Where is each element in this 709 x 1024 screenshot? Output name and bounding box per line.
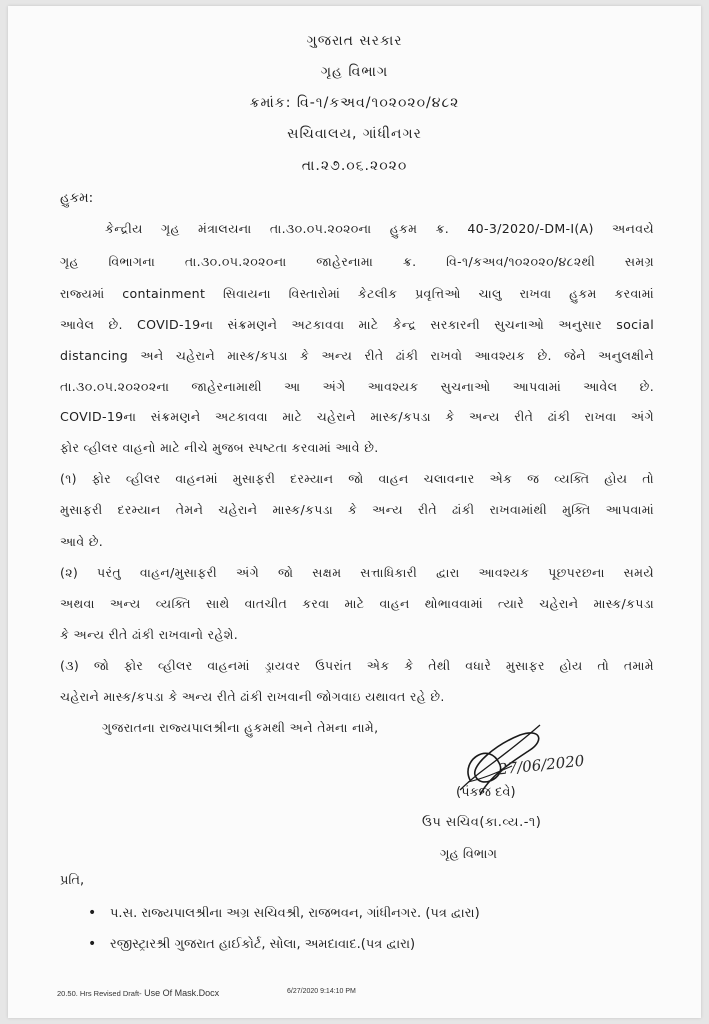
body-line: ફોર વ્હીલર વાહનો માટે નીચે મુજબ સ્પષ્ટતા કરવામાં આવે છે. xyxy=(60,440,379,455)
authority-line: ગુજરાતના રાજ્યપાલશ્રીના હુકમથી અને તેમના નામે, xyxy=(102,720,379,735)
body-line: COVID-19ના સંક્રમણને અટકાવવા માટે ચહેરાને માસ્ક/કપડા કે અન્ય રીતે ઢાંકી રાખવા અંગે xyxy=(60,409,654,424)
clause-1-line: (૧) ફોર વ્હીલર વાહનમાં મુસાફરી દરમ્યાન જો વાહન ચલાવનાર એક જ વ્યક્તિ હોય તો xyxy=(60,471,654,486)
body-line: તા.૩૦.૦૫.૨૦૨૦૨ના જાહેરનામાથી આ અંગે આવશ્યક સુચનાઓ આપવામાં આવેલ છે. xyxy=(60,379,654,394)
copy-to-item-text: પ.સ. રાજ્યપાલશ્રીના અગ્ર સચિવશ્રી, રાજભવન, ગાંધીનગર. (પત્ર દ્વારા) xyxy=(110,906,480,921)
copy-to-item xyxy=(88,936,415,952)
order-label: હુકમ: xyxy=(60,190,94,206)
copy-to-label: પ્રતિ, xyxy=(60,873,85,888)
bullet-icon: • xyxy=(88,905,97,921)
signatory-designation: ઉપ સચિવ(કા.વ્ય.-૧) xyxy=(422,815,542,830)
government-heading: ગુજરાત સરકાર xyxy=(306,33,403,49)
body-line: ગૃહ વિભાગના તા.૩૦.૦૫.૨૦૨૦ના જાહેરનામા ક્ર. વિ-૧/કઅવ/૧૦૨૦૨૦/૪૮૨થી સમગ્ર xyxy=(60,254,654,269)
footer-draft-prefix: 20.50. Hrs Revised Draft- xyxy=(57,989,142,998)
clause-3-line: ચહેરાને માસ્ક/કપડા કે અન્ય રીતે ઢાંકી રાખવાની જોગવાઇ યથાવત રહે છે. xyxy=(60,689,445,704)
clause-2-line: અથવા અન્ય વ્યક્તિ સાથે વાતચીત કરવા માટે વાહન થોભાવવામાં ત્યારે ચહેરાને માસ્ક/કપડા xyxy=(60,596,654,611)
copy-to-item-text: રજીસ્ટ્રારશ્રી ગુજરાત હાઈકોર્ટ, સોલા, અમદાવાદ.(પત્ર દ્વારા) xyxy=(110,937,416,952)
office-location: સચિવાલય, ગાંધીનગર xyxy=(287,126,422,142)
clause-2-line: કે અન્ય રીતે ઢાંકી રાખવાનો રહેશે. xyxy=(60,627,239,642)
footer-timestamp: 6/27/2020 9:14:10 PM xyxy=(287,988,356,995)
clause-1-line: મુસાફરી દરમ્યાન તેમને ચહેરાને માસ્ક/કપડા કે અન્ય રીતે ઢાંકી રાખવામાંથી મુક્તિ આપવામાં xyxy=(60,502,654,517)
bullet-icon: • xyxy=(88,936,97,952)
document-date: તા.૨૭.૦૬.૨૦૨૦ xyxy=(301,158,408,174)
body-line: કેન્દ્રીય ગૃહ મંત્રાલયના તા.૩૦.૦૫.૨૦૨૦ના હુકમ ક્ર. 40-3/2020/-DM-I(A) અનવયે xyxy=(105,221,654,236)
footer-doc-name: Use Of Mask.Docx xyxy=(141,988,220,998)
body-line: આવેલ છે. COVID-19ના સંક્રમણને અટકાવવા માટે કેન્દ્ર સરકારની સુચનાઓ અનુસાર social xyxy=(60,317,654,332)
department-heading: ગૃહ વિભાગ xyxy=(320,64,389,80)
footer-draft-info xyxy=(57,988,219,998)
body-line: રાજ્યમાં containment સિવાયના વિસ્તારોમાં કેટલીક પ્રવૃત્તિઓ ચાલુ રાખવા હુકમ કરવામાં xyxy=(60,286,654,301)
reference-number: ક્રમાંક: વિ-૧/કઅવ/૧૦૨૦૨૦/૪૮૨ xyxy=(249,95,460,111)
signatory-name: (પંકજ દવે) xyxy=(456,785,516,800)
signatory-department: ગૃહ વિભાગ xyxy=(440,847,497,862)
handwritten-date: 27/06/2020 xyxy=(497,751,586,779)
clause-2-line: (૨) પરંતુ વાહન/મુસાફરી અંગે જો સક્ષમ સત્તાધિકારી દ્વારા આવશ્યક પૂછપરછના સમયે xyxy=(60,565,654,580)
clause-3-line: (૩) જો ફોર વ્હીલર વાહનમાં ડ્રાયવર ઉપરાંત એક કે તેથી વધારે મુસાફર હોય તો તમામે xyxy=(60,658,654,673)
clause-1-line: આવે છે. xyxy=(60,534,104,549)
copy-to-item xyxy=(88,905,480,921)
body-line: distancing અને ચહેરાને માસ્ક/કપડા કે અન્ય રીતે ઢાંકી રાખવો આવશ્યક છે. જેને અનુલક્ષીને xyxy=(60,348,654,363)
